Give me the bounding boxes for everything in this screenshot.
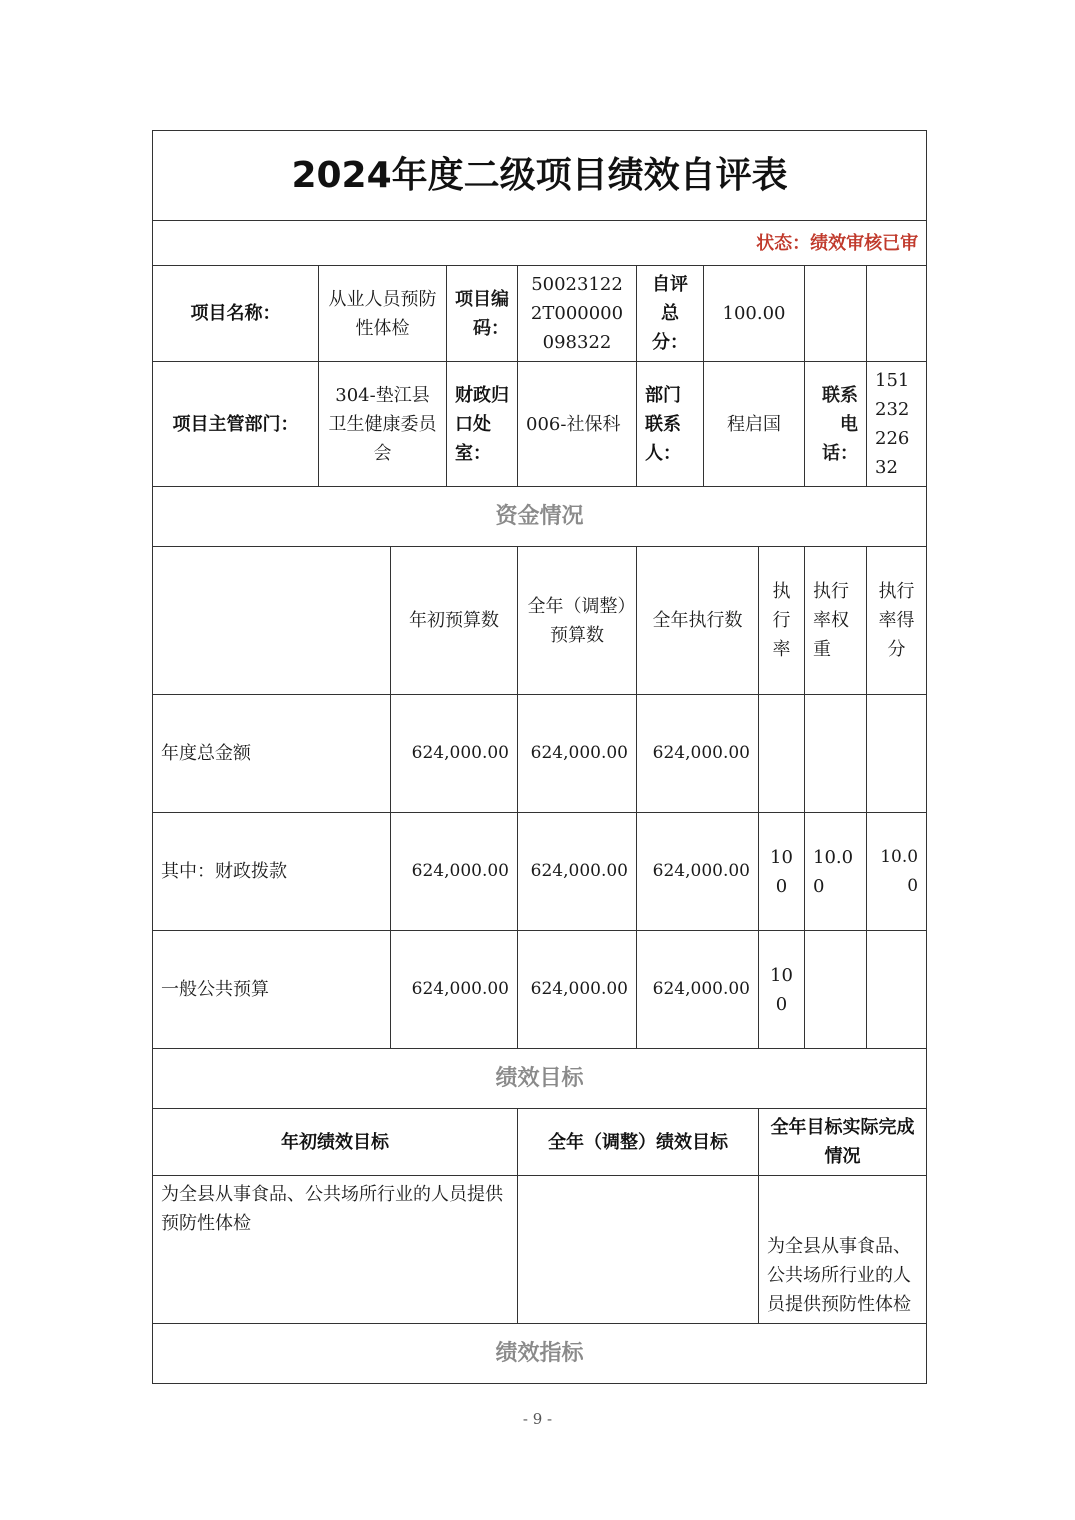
funds-row-label: 年度总金额 [153,695,391,813]
page-number: - 9 - [522,1410,553,1428]
goals-header-initial: 年初绩效目标 [153,1109,518,1176]
phone-value: 15123222632 [867,362,927,487]
funds-row-executed: 624,000.00 [637,695,759,813]
goals-header-adjusted: 全年（调整）绩效目标 [518,1109,759,1176]
goals-header-actual: 全年目标实际完成情况 [759,1109,927,1176]
funds-header-weight: 执行率权重 [805,547,867,695]
department-label: 项目主管部门： [153,362,319,487]
status-badge: 状态：绩效审核已审 [153,221,927,266]
funds-row-score [867,695,927,813]
funds-row-label: 一般公共预算 [153,931,391,1049]
department-value: 304-垫江县卫生健康委员会 [319,362,447,487]
project-code-label: 项目编码： [447,266,518,362]
funds-row-initial: 624,000.00 [391,813,518,931]
funds-row-adjusted: 624,000.00 [518,695,637,813]
empty-cell [867,266,927,362]
empty-cell [805,266,867,362]
funds-row-rate [759,695,805,813]
funds-row-adjusted: 624,000.00 [518,931,637,1049]
funds-row-initial: 624,000.00 [391,931,518,1049]
self-score-label: 自评总分： [637,266,704,362]
funds-row-adjusted: 624,000.00 [518,813,637,931]
table-row [153,813,927,931]
funds-header-blank [153,547,391,695]
funds-row-initial: 624,000.00 [391,695,518,813]
funds-header-initial: 年初预算数 [391,547,518,695]
funds-row-label: 其中：财政拨款 [153,813,391,931]
page-title: 2024年度二级项目绩效自评表 [153,131,927,221]
funds-row-weight [805,695,867,813]
project-name-value: 从业人员预防性体检 [319,266,447,362]
self-score-value: 100.00 [704,266,805,362]
project-name-label: 项目名称： [153,266,319,362]
funds-header-adjusted: 全年（调整）预算数 [518,547,637,695]
funds-row-executed: 624,000.00 [637,813,759,931]
table-row [153,695,927,813]
funds-row-rate: 100 [759,931,805,1049]
indicators-section-title: 绩效指标 [153,1324,927,1384]
funds-section-title: 资金情况 [153,487,927,547]
contact-person-value: 程启国 [704,362,805,487]
goals-initial-value: 为全县从事食品、公共场所行业的人员提供预防性体检 [153,1176,518,1324]
funds-row-rate: 100 [759,813,805,931]
finance-office-label: 财政归口处室： [447,362,518,487]
goals-actual-value: 为全县从事食品、公共场所行业的人员提供预防性体检 [759,1176,927,1324]
finance-office-value: 006-社保科 [518,362,637,487]
funds-header-executed: 全年执行数 [637,547,759,695]
phone-label: 联系电话： [805,362,867,487]
contact-person-label: 部门联系人： [637,362,704,487]
funds-header-rate: 执行率 [759,547,805,695]
funds-row-score: 10.00 [867,813,927,931]
goals-adjusted-value [518,1176,759,1324]
funds-row-weight [805,931,867,1049]
funds-row-weight: 10.00 [805,813,867,931]
table-row [153,931,927,1049]
project-code-value: 500231222T000000098322 [518,266,637,362]
funds-row-score [867,931,927,1049]
funds-header-score: 执行率得分 [867,547,927,695]
goals-section-title: 绩效目标 [153,1049,927,1109]
funds-row-executed: 624,000.00 [637,931,759,1049]
evaluation-form [152,130,927,1384]
